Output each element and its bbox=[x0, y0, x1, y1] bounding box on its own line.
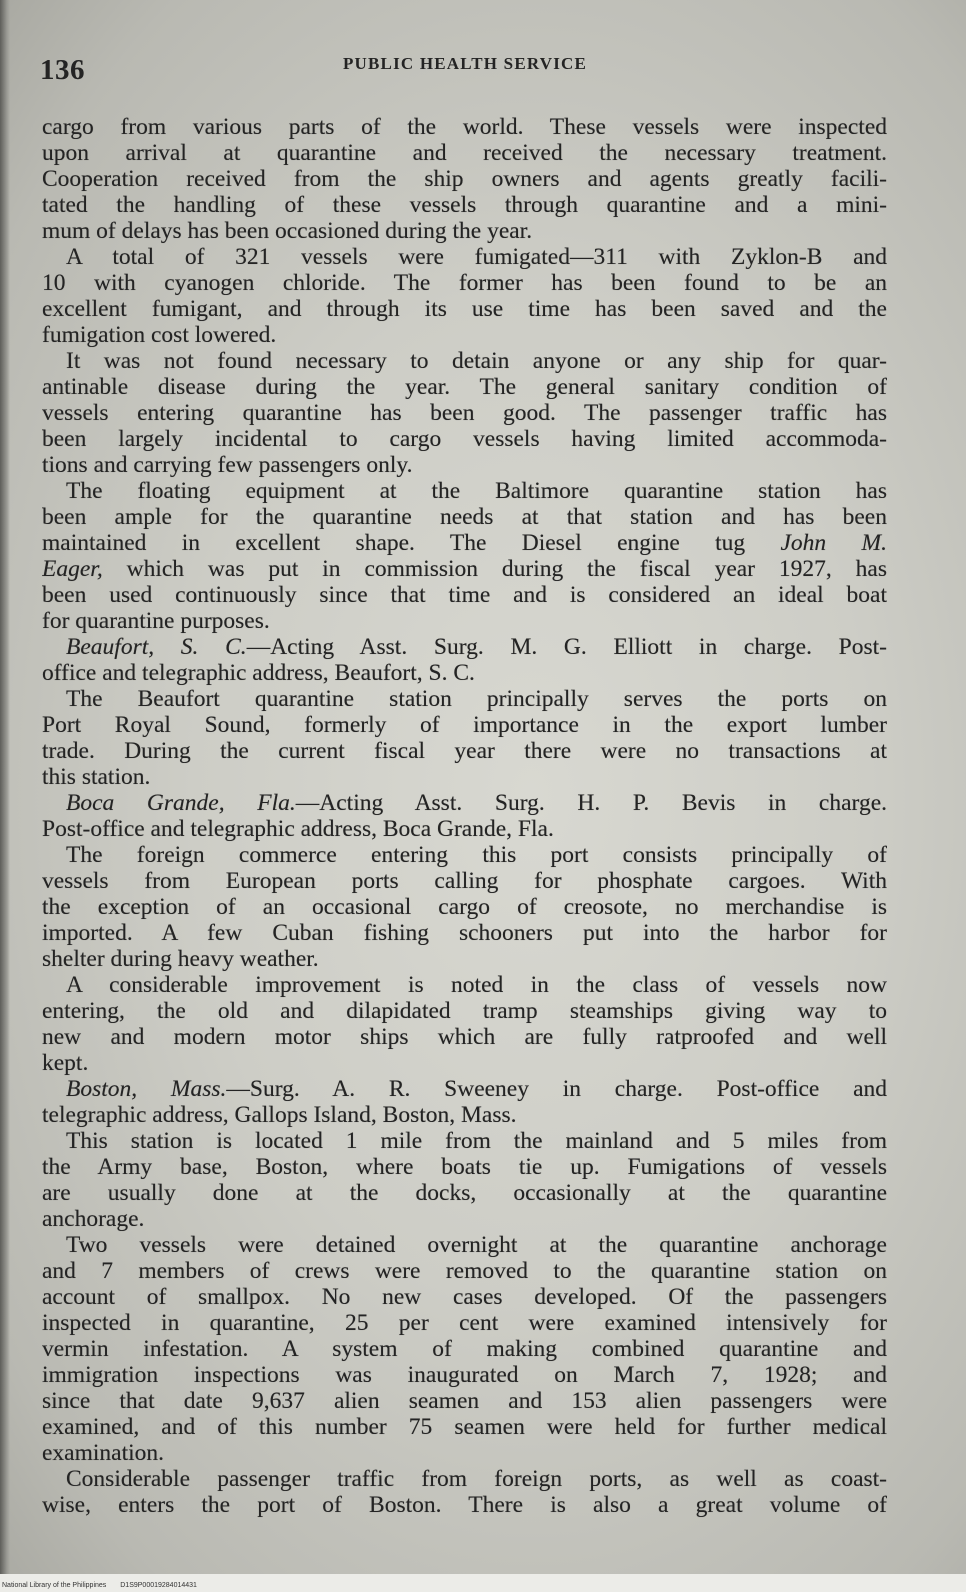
text-line bbox=[42, 218, 887, 244]
text-segment: 10 with cyanogen chloride. The former has been found to be an bbox=[42, 270, 887, 296]
library-footer bbox=[2, 1582, 197, 1589]
text-line bbox=[42, 556, 887, 582]
text-line bbox=[42, 998, 887, 1024]
text-line bbox=[42, 192, 887, 218]
paragraph bbox=[42, 244, 887, 348]
text-line bbox=[42, 1284, 887, 1310]
text-line bbox=[42, 1102, 887, 1128]
text-segment: shelter during heavy weather. bbox=[42, 946, 319, 972]
text-segment: vessels entering quarantine has been good. The passenger traffic has bbox=[42, 400, 887, 426]
text-line bbox=[42, 140, 887, 166]
paragraph bbox=[42, 348, 887, 478]
text-line bbox=[42, 1206, 887, 1232]
text-line bbox=[42, 686, 887, 712]
text-line bbox=[42, 972, 887, 998]
paragraph bbox=[42, 972, 887, 1076]
text-line bbox=[42, 1024, 887, 1050]
text-line bbox=[42, 842, 887, 868]
text-line bbox=[42, 582, 887, 608]
text-segment: This station is located 1 mile from the mainland and 5 miles from bbox=[66, 1128, 887, 1154]
text-segment: tions and carrying few passengers only. bbox=[42, 452, 413, 478]
text-segment: It was not found necessary to detain anyone or any ship for quar- bbox=[66, 348, 887, 374]
text-segment: wise, enters the port of Boston. There is also a great volume of bbox=[42, 1492, 887, 1518]
text-line bbox=[42, 1362, 887, 1388]
text-line bbox=[42, 452, 887, 478]
text-segment: been used continuously since that time and is considered an ideal boat bbox=[42, 582, 887, 608]
text-segment: the Army base, Boston, where boats tie up. Fumigations of vessels bbox=[42, 1154, 887, 1180]
italic-text: Eager, bbox=[42, 556, 103, 582]
text-line bbox=[42, 426, 887, 452]
paragraph bbox=[42, 686, 887, 790]
text-line bbox=[42, 1492, 887, 1518]
text-segment: vessels from European ports calling for phosphate cargoes. With bbox=[42, 868, 887, 894]
text-line bbox=[42, 478, 887, 504]
text-line bbox=[42, 1154, 887, 1180]
text-line bbox=[42, 894, 887, 920]
scan-shadow-edge bbox=[0, 0, 10, 1574]
text-line bbox=[42, 764, 887, 790]
text-line bbox=[42, 1336, 887, 1362]
paragraph bbox=[42, 842, 887, 972]
text-line bbox=[42, 1128, 887, 1154]
text-line bbox=[42, 504, 887, 530]
text-segment: examination. bbox=[42, 1440, 165, 1466]
text-segment: cargo from various parts of the world. These vessels were inspected bbox=[42, 114, 887, 140]
text-segment: are usually done at the docks, occasionally at the quarantine bbox=[42, 1180, 887, 1206]
text-line bbox=[42, 244, 887, 270]
text-segment: —Acting Asst. Surg. M. G. Elliott in charge. Post- bbox=[246, 634, 887, 660]
paragraph bbox=[42, 1466, 887, 1518]
text-segment: Cooperation received from the ship owners and agents greatly facili- bbox=[42, 166, 887, 192]
text-line bbox=[42, 530, 887, 556]
paragraph bbox=[42, 114, 887, 244]
text-segment: kept. bbox=[42, 1050, 89, 1076]
text-line bbox=[42, 1388, 887, 1414]
paragraph bbox=[42, 634, 887, 686]
text-line bbox=[42, 868, 887, 894]
paragraph bbox=[42, 790, 887, 842]
text-line bbox=[42, 1310, 887, 1336]
scan-code: D1S9P00019284014431 bbox=[120, 1582, 197, 1589]
text-line bbox=[42, 374, 887, 400]
text-segment: —Surg. A. R. Sweeney in charge. Post-office and bbox=[226, 1076, 887, 1102]
text-segment: maintained in excellent shape. The Diesel engine tug bbox=[42, 530, 781, 556]
text-line bbox=[42, 816, 887, 842]
text-segment: the exception of an occasional cargo of creosote, no merchandise is bbox=[42, 894, 887, 920]
library-name: National Library of the Philippines bbox=[2, 1582, 107, 1589]
text-line bbox=[42, 946, 887, 972]
text-segment: examined, and of this number 75 seamen were held for further medical bbox=[42, 1414, 887, 1440]
text-segment: been largely incidental to cargo vessels having limited accommoda- bbox=[42, 426, 887, 452]
page-header bbox=[40, 50, 890, 90]
text-line bbox=[42, 1258, 887, 1284]
text-segment: imported. A few Cuban fishing schooners put into the harbor for bbox=[42, 920, 887, 946]
text-line bbox=[42, 1414, 887, 1440]
text-segment: since that date 9,637 alien seamen and 153 alien passengers were bbox=[42, 1388, 887, 1414]
text-line bbox=[42, 634, 887, 660]
text-segment: vermin infestation. A system of making combined quarantine and bbox=[42, 1336, 887, 1362]
text-segment: immigration inspections was inaugurated on March 7, 1928; and bbox=[42, 1362, 887, 1388]
text-segment: Post-office and telegraphic address, Boca Grande, Fla. bbox=[42, 816, 554, 842]
text-segment: telegraphic address, Gallops Island, Boston, Mass. bbox=[42, 1102, 517, 1128]
text-line bbox=[42, 114, 887, 140]
text-segment: Port Royal Sound, formerly of importance in the export lumber bbox=[42, 712, 887, 738]
paragraph bbox=[42, 478, 887, 634]
text-segment: this station. bbox=[42, 764, 151, 790]
body-text bbox=[42, 114, 887, 1518]
text-segment: which was put in commission during the fiscal year 1927, has bbox=[102, 556, 887, 582]
text-line bbox=[42, 1180, 887, 1206]
text-line bbox=[42, 712, 887, 738]
text-segment: fumigation cost lowered. bbox=[42, 322, 277, 348]
text-segment: entering, the old and dilapidated tramp steamships giving way to bbox=[42, 998, 887, 1024]
page-number: 136 bbox=[40, 54, 85, 86]
text-line bbox=[42, 1232, 887, 1258]
text-line bbox=[42, 920, 887, 946]
text-segment: mum of delays has been occasioned during the year. bbox=[42, 218, 533, 244]
paragraph bbox=[42, 1232, 887, 1466]
text-segment: The Beaufort quarantine station principally serves the ports on bbox=[66, 686, 887, 712]
text-segment: trade. During the current fiscal year there were no transactions at bbox=[42, 738, 887, 764]
text-line bbox=[42, 790, 887, 816]
text-segment: —Acting Asst. Surg. H. P. Bevis in charge. bbox=[295, 790, 887, 816]
running-title: PUBLIC HEALTH SERVICE bbox=[342, 54, 588, 73]
text-segment: tated the handling of these vessels through quarantine and a mini- bbox=[42, 192, 887, 218]
text-segment: been ample for the quarantine needs at that station and has been bbox=[42, 504, 887, 530]
text-line bbox=[42, 738, 887, 764]
paragraph bbox=[42, 1128, 887, 1232]
text-segment: Considerable passenger traffic from foreign ports, as well as coast- bbox=[66, 1466, 887, 1492]
italic-text: Beaufort, S. C. bbox=[66, 634, 247, 660]
text-segment: upon arrival at quarantine and received the necessary treatment. bbox=[42, 140, 887, 166]
text-segment: excellent fumigant, and through its use time has been saved and the bbox=[42, 296, 887, 322]
text-line bbox=[42, 1440, 887, 1466]
text-line bbox=[42, 1050, 887, 1076]
text-segment: account of smallpox. No new cases developed. Of the passengers bbox=[42, 1284, 887, 1310]
text-segment: anchorage. bbox=[42, 1206, 145, 1232]
italic-text: Boston, Mass. bbox=[66, 1076, 227, 1102]
text-segment: A considerable improvement is noted in the class of vessels now bbox=[66, 972, 887, 998]
text-line bbox=[42, 270, 887, 296]
text-line bbox=[42, 348, 887, 374]
text-line bbox=[42, 322, 887, 348]
text-segment: office and telegraphic address, Beaufort, S. C. bbox=[42, 660, 475, 686]
text-line bbox=[42, 1466, 887, 1492]
italic-text: John M. bbox=[780, 530, 887, 556]
italic-text: Boca Grande, Fla. bbox=[66, 790, 296, 816]
text-line bbox=[42, 296, 887, 322]
text-segment: A total of 321 vessels were fumigated—311 with Zyklon-B and bbox=[66, 244, 887, 270]
text-line bbox=[42, 1076, 887, 1102]
text-segment: The foreign commerce entering this port consists principally of bbox=[66, 842, 887, 868]
text-line bbox=[42, 400, 887, 426]
text-segment: The floating equipment at the Baltimore quarantine station has bbox=[66, 478, 887, 504]
text-segment: for quarantine purposes. bbox=[42, 608, 270, 634]
text-segment: Two vessels were detained overnight at the quarantine anchorage bbox=[66, 1232, 887, 1258]
text-segment: inspected in quarantine, 25 per cent were examined intensively for bbox=[42, 1310, 887, 1336]
text-segment: antinable disease during the year. The general sanitary condition of bbox=[42, 374, 887, 400]
text-segment: and 7 members of crews were removed to the quarantine station on bbox=[42, 1258, 887, 1284]
text-line bbox=[42, 166, 887, 192]
text-line bbox=[42, 608, 887, 634]
paragraph bbox=[42, 1076, 887, 1128]
text-line bbox=[42, 660, 887, 686]
text-segment: new and modern motor ships which are fully ratproofed and well bbox=[42, 1024, 887, 1050]
